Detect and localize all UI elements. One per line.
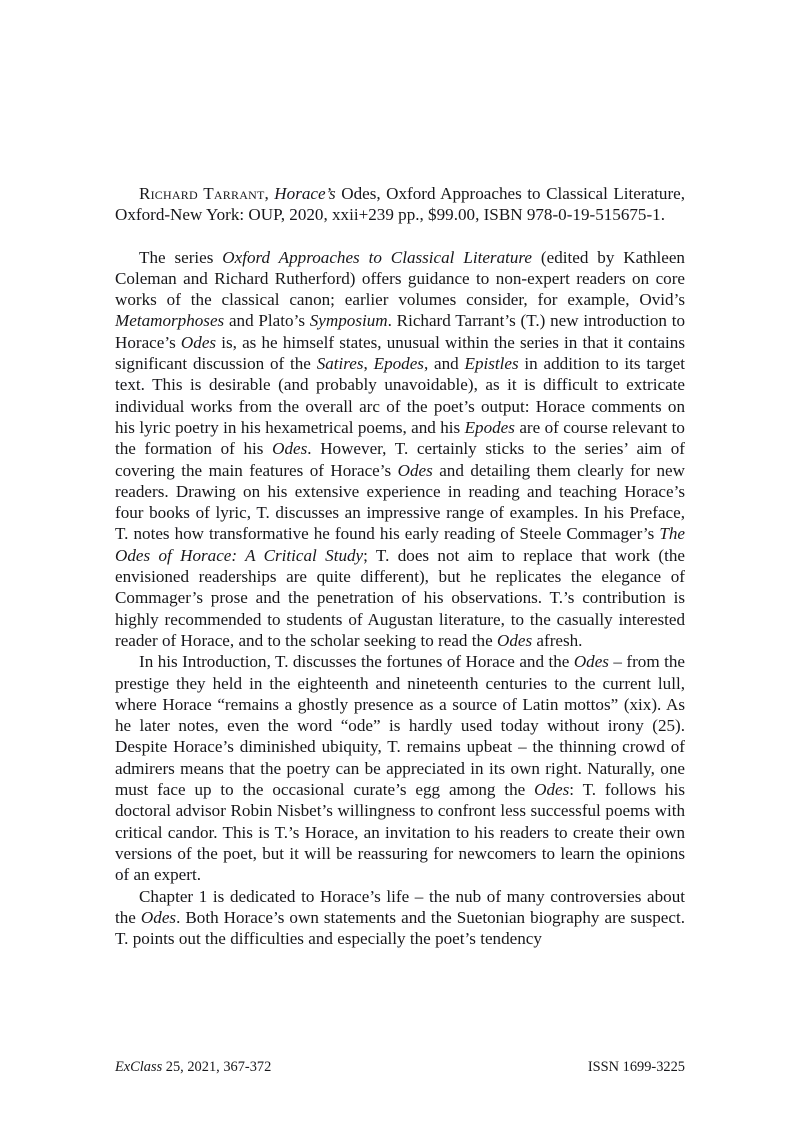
italic-title: The Odes of Horace: A Critical Study: [115, 524, 685, 565]
text-run: : T. follows his doctoral advisor Robin Nisbet’s willingness to confront less successful poems with critical candor. This is T.’s Horace, an invitation to his readers to create their own versions of the poet, but it will be reassuring for newcomers to learn the opinions of an expert.: [115, 780, 685, 885]
text-run: In his Introduction, T. discusses the fortunes of Horace and the: [139, 652, 574, 672]
italic-title: Metamorphoses: [115, 311, 225, 331]
book-citation: [115, 183, 685, 226]
italic-title: Epodes: [373, 354, 424, 374]
text-run: . Both Horace’s own statements and the Suetonian biography are suspect. T. points out the difficulties and especially the poet’s tendency: [115, 907, 685, 949]
italic-title: Oxford Approaches to Classical Literature: [222, 247, 533, 267]
text-run: and detailing them clearly for new readers. Drawing on his extensive experience in reading and teaching Horace’s four books of lyric, T. discusses an impressive range of examples. In his Preface, T. notes how transformative he found his early reading of Steele Commager’s: [115, 460, 685, 544]
italic-title: Symposium: [309, 311, 388, 331]
footer-issn: ISSN 1699-3225: [587, 1059, 685, 1075]
italic-title: Odes: [140, 907, 177, 927]
italic-title: Odes: [397, 460, 433, 480]
text-run: is, as he himself states, unusual within the series in that it contains significant discussion of the: [115, 332, 685, 374]
journal-name: ExClass: [115, 1059, 163, 1075]
italic-title: Odes: [180, 332, 217, 352]
text-run: Chapter 1 is dedicated to Horace’s life – the nub of many controversies about the: [115, 886, 685, 927]
footer-journal-reference: [115, 1059, 271, 1076]
text-run: , and: [423, 354, 465, 374]
italic-title: Epodes: [464, 417, 515, 437]
text-run: and Plato’s: [224, 311, 310, 331]
text-run: are of course relevant to the formation of his: [115, 417, 685, 459]
italic-title: Odes: [496, 630, 533, 650]
text-run: afresh.: [532, 630, 583, 650]
italic-title: Odes: [272, 439, 308, 459]
citation-details: Odes, Oxford Approaches to Classical Literature, Oxford-New York: OUP, 2020, xxii+239 pp., $99.00, ISBN 978-0-19-515675-1.: [115, 184, 686, 225]
text-run: (edited by Kathleen Coleman and Richard Rutherford) offers guidance to non-expert readers on core works of the classical canon; earlier volumes consider, for example, Ovid’s: [115, 247, 685, 310]
italic-title: Epistles: [464, 354, 519, 374]
citation-separator: ,: [264, 184, 275, 203]
italic-title: Odes: [534, 780, 570, 800]
text-run: The series: [139, 247, 223, 267]
text-run: ; T. does not aim to replace that work (the envisioned readerships are quite different), but he replicates the elegance of Commager’s prose and the penetration of his observations. T.’s contribution is highly recommended to students of Augustan literature, to the casually interested reader of Horace, and to the scholar seeking to read the: [115, 545, 685, 650]
citation-title-italic: Horace’s: [274, 184, 336, 203]
italic-title: Satires: [316, 354, 364, 374]
text-run: in addition to its target text. This is desirable (and probably unavoidable), as it is difficult to extricate individual works from the overall arc of the poet’s output: Horace comments on his lyric poetry in his hexametrical poems, and his: [115, 354, 685, 437]
text-run: – from the prestige they held in the eighteenth and nineteenth centuries to the current lull, where Horace “remains a ghostly presence as a source of Latin mottos” (xix). As he later notes, even the word “ode” is hardly used today without irony (25). Despite Horace’s diminished ubiquity, T. remains upbeat – the thinning crowd of admirers means that the poetry can be appreciated in its own right. Naturally, one must face up to the occasional curate’s egg among the: [115, 652, 685, 800]
text-run: ,: [363, 354, 374, 374]
page-footer: [115, 1059, 685, 1076]
citation-author: Richard Tarrant: [139, 184, 265, 203]
paragraph-chapter-1: [115, 886, 685, 950]
journal-volume-pages: 25, 2021, 367-372: [162, 1059, 272, 1075]
text-run: . However, T. certainly sticks to the series’ aim of covering the main features of Horace’s: [115, 439, 685, 480]
paragraph-series: [115, 247, 685, 652]
italic-title: Odes: [573, 652, 609, 672]
paragraph-introduction: [115, 651, 685, 885]
text-column: [115, 183, 685, 949]
text-run: . Richard Tarrant’s (T.) new introduction to Horace’s: [115, 311, 685, 352]
